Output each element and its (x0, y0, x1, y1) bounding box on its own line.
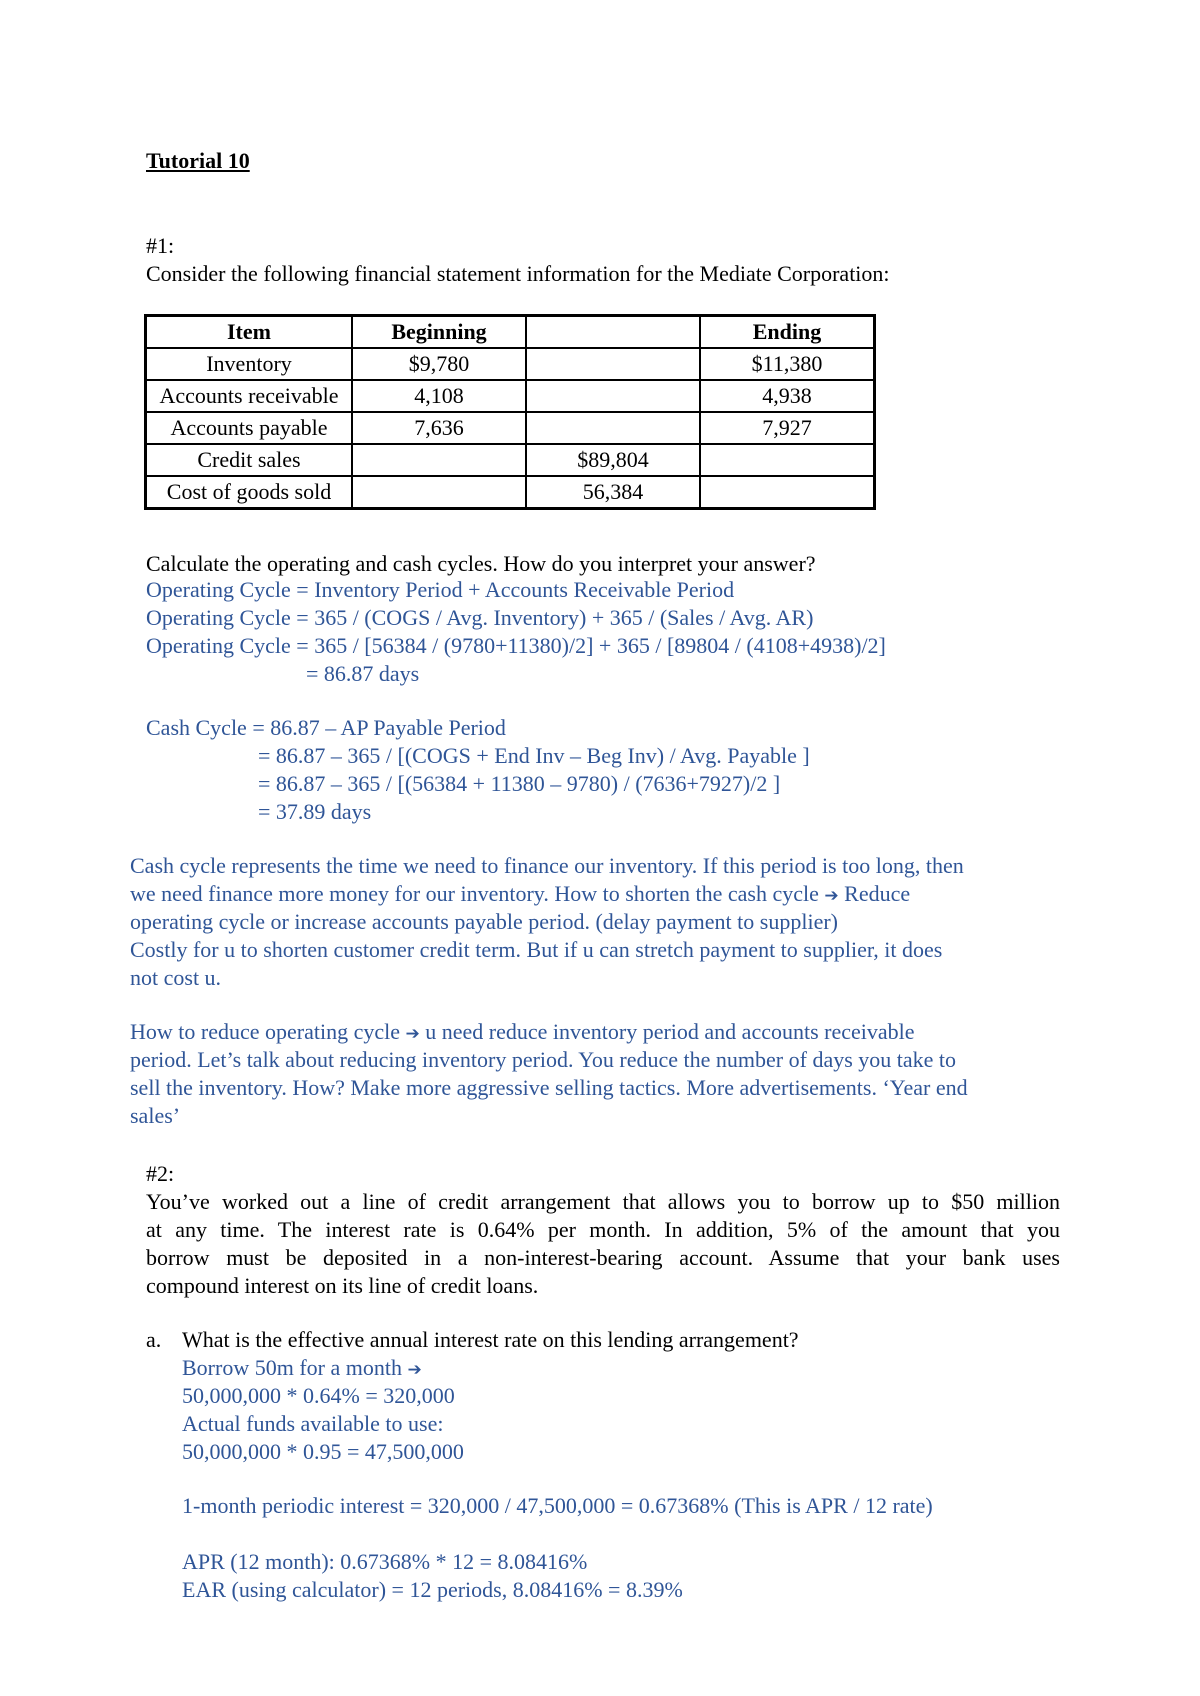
explanation-paragraph-line: Costly for u to shorten customer credit term. But if u can stretch payment to supplier, it does (130, 937, 943, 962)
question-1-label: #1: (146, 233, 175, 258)
table-cell (352, 444, 526, 476)
page-title: Tutorial 10 (146, 148, 250, 173)
question-2-body-line: at any time. The interest rate is 0.64% per month. In addition, 5% of the amount that you (146, 1217, 1060, 1242)
explanation-paragraph-line: sell the inventory. How? Make more aggressive selling tactics. More advertisements. ‘Year end (130, 1075, 968, 1100)
table-row (146, 348, 875, 380)
answer-line: APR (12 month): 0.67368% * 12 = 8.08416% (182, 1549, 588, 1574)
table-cell: Inventory (146, 348, 353, 380)
cash-cycle-line: = 86.87 – 365 / [(56384 + 11380 – 9780) / (7636+7927)/2 ] (258, 771, 781, 796)
table-cell: Accounts payable (146, 412, 353, 444)
table-row (146, 444, 875, 476)
explanation-text: Reduce (844, 881, 911, 906)
table-cell (526, 380, 700, 412)
table-cell: 56,384 (526, 476, 700, 509)
table-header-row (146, 316, 875, 349)
table-cell: $9,780 (352, 348, 526, 380)
part-a-marker: a. (146, 1327, 162, 1352)
explanation-paragraph-line: operating cycle or increase accounts payable period. (delay payment to supplier) (130, 909, 838, 934)
explanation-text: we need finance more money for our inventory. How to shorten the cash cycle (130, 881, 819, 906)
operating-cycle-line: Operating Cycle = 365 / (COGS / Avg. Inventory) + 365 / (Sales / Avg. AR) (146, 605, 814, 630)
table-row (146, 476, 875, 509)
answer-text: Borrow 50m for a month (182, 1355, 402, 1380)
table-header-cell: Beginning (352, 316, 526, 349)
explanation-paragraph-line: period. Let’s talk about reducing inventory period. You reduce the number of days you take to (130, 1047, 957, 1072)
right-arrow-icon: ➔ (405, 1024, 420, 1044)
question-2-body-line: borrow must be deposited in a non-interest-bearing account. Assume that your bank uses (146, 1245, 1060, 1270)
table-cell: Accounts receivable (146, 380, 353, 412)
question-1-intro: Consider the following financial statement information for the Mediate Corporation: (146, 261, 890, 286)
table-cell (526, 348, 700, 380)
right-arrow-icon: ➔ (824, 886, 839, 906)
question-2-label: #2: (146, 1161, 175, 1186)
cash-cycle-line: = 86.87 – 365 / [(COGS + End Inv – Beg Inv) / Avg. Payable ] (258, 743, 810, 768)
cash-cycle-result: = 37.89 days (258, 799, 372, 824)
table-cell: 7,636 (352, 412, 526, 444)
answer-line: 1-month periodic interest = 320,000 / 47,500,000 = 0.67368% (This is APR / 12 rate) (182, 1493, 933, 1518)
question-2-body-line: You’ve worked out a line of credit arrangement that allows you to borrow up to $50 million (146, 1189, 1060, 1214)
answer-line: EAR (using calculator) = 12 periods, 8.08416% = 8.39% (182, 1577, 683, 1602)
table-cell: $11,380 (700, 348, 875, 380)
table-cell (526, 412, 700, 444)
explanation-paragraph-line (130, 880, 910, 910)
part-a-question: What is the effective annual interest rate on this lending arrangement? (182, 1327, 799, 1352)
table-cell: Cost of goods sold (146, 476, 353, 509)
operating-cycle-line: Operating Cycle = 365 / [56384 / (9780+11380)/2] + 365 / [89804 / (4108+4938)/2] (146, 633, 886, 658)
explanation-text: How to reduce operating cycle (130, 1019, 400, 1044)
question-2-body-line: compound interest on its line of credit loans. (146, 1273, 539, 1298)
cash-cycle-line: Cash Cycle = 86.87 – AP Payable Period (146, 715, 506, 740)
explanation-paragraph-line: sales’ (130, 1103, 181, 1128)
explanation-paragraph-line: Cash cycle represents the time we need to finance our inventory. If this period is too long, then (130, 853, 964, 878)
explanation-paragraph-line: not cost u. (130, 965, 222, 990)
table-cell: 7,927 (700, 412, 875, 444)
answer-line (182, 1354, 422, 1384)
table-row (146, 412, 875, 444)
table-cell: $89,804 (526, 444, 700, 476)
answer-line: 50,000,000 * 0.95 = 47,500,000 (182, 1439, 464, 1464)
table-header-cell: Item (146, 316, 353, 349)
table-cell (700, 476, 875, 509)
explanation-text: u need reduce inventory period and accounts receivable (425, 1019, 915, 1044)
question-1-prompt: Calculate the operating and cash cycles. How do you interpret your answer? (146, 551, 816, 576)
table-cell: 4,108 (352, 380, 526, 412)
right-arrow-icon: ➔ (407, 1360, 422, 1380)
table-header-cell (526, 316, 700, 349)
table-cell (700, 444, 875, 476)
operating-cycle-line: Operating Cycle = Inventory Period + Accounts Receivable Period (146, 577, 735, 602)
answer-line: 50,000,000 * 0.64% = 320,000 (182, 1383, 455, 1408)
table-header-cell: Ending (700, 316, 875, 349)
table-cell: 4,938 (700, 380, 875, 412)
financial-statement-table (144, 314, 876, 510)
answer-line: Actual funds available to use: (182, 1411, 444, 1436)
table-row (146, 380, 875, 412)
table-cell (352, 476, 526, 509)
table-cell: Credit sales (146, 444, 353, 476)
operating-cycle-result: = 86.87 days (306, 661, 420, 686)
explanation-paragraph-line (130, 1018, 915, 1048)
